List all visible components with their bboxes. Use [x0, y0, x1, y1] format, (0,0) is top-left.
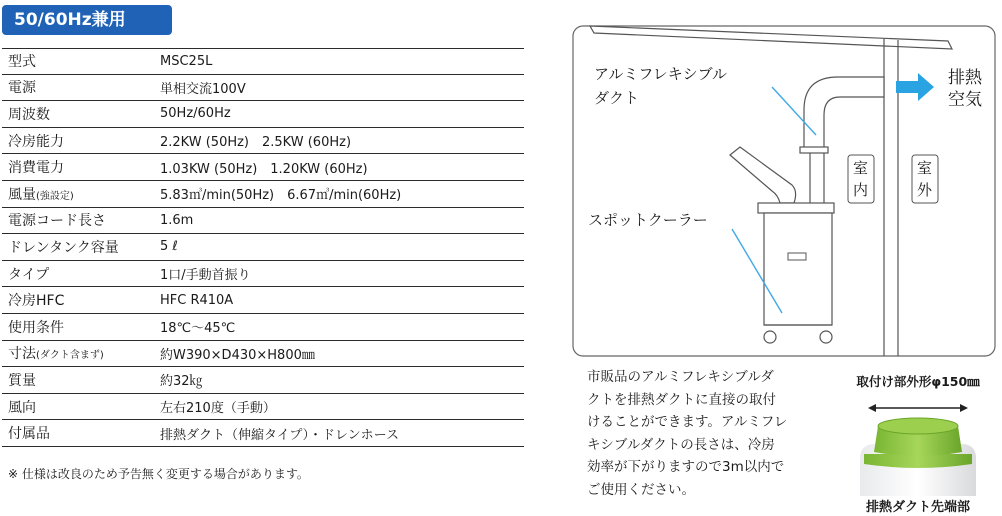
spec-label: タイプ	[8, 266, 50, 283]
frequency-badge: 50/60Hz兼用	[2, 5, 172, 35]
duct-diameter-label: 取付け部外形φ150㎜	[856, 374, 980, 389]
spec-label-note: (ダクト含まず)	[36, 350, 104, 362]
exhaust-label-line1: 排熱	[948, 68, 982, 88]
spec-value: 左右210度（手動）	[160, 401, 276, 417]
spec-label: 型式	[8, 54, 36, 71]
spec-value: 18℃～45℃	[160, 321, 236, 337]
spec-value: 50Hz/60Hz	[160, 106, 231, 122]
spec-row	[2, 48, 524, 75]
spec-value: 1.03KW (50Hz) 1.20KW (60Hz)	[160, 161, 368, 177]
spec-row	[2, 234, 524, 261]
duct-tip-photo	[838, 372, 998, 515]
spec-label: 消費電力	[8, 160, 64, 177]
duct-note	[587, 366, 822, 501]
spec-label-main: 寸法	[8, 346, 36, 363]
spec-label: 風向	[8, 399, 36, 416]
spec-row	[2, 314, 524, 341]
duct-label-line1: アルミフレキシブル	[594, 65, 728, 83]
note-line: 効率が下がりますので3m以内で	[587, 459, 785, 475]
cooler-top	[758, 203, 834, 213]
duct-collar	[864, 454, 972, 468]
spec-row	[2, 394, 524, 421]
spec-label	[2, 184, 160, 204]
installation-diagram	[572, 25, 996, 357]
spec-row	[2, 181, 524, 208]
duct-label-line2: ダクト	[594, 89, 640, 107]
spec-label-main: 風量	[8, 186, 36, 203]
spec-label: 冷房能力	[8, 133, 64, 150]
spec-value: 約W390×D430×H800㎜	[160, 347, 315, 363]
cooler-panel	[788, 253, 806, 260]
outdoor-label-char2: 外	[917, 181, 933, 199]
spec-value: HFC R410A	[160, 292, 234, 308]
spec-row	[2, 261, 524, 288]
spec-row	[2, 154, 524, 181]
spec-label	[2, 343, 160, 363]
spec-label: 質量	[8, 372, 36, 389]
spec-value: 1.6m	[160, 212, 194, 228]
spec-value: 5 ℓ	[160, 239, 178, 255]
spec-label: ドレンタンク容量	[8, 239, 119, 256]
indoor-label-char2: 内	[853, 181, 869, 199]
note-line: ご使用ください。	[587, 481, 695, 498]
outdoor-label-char1: 室	[917, 159, 933, 177]
spec-label: 冷房HFC	[8, 293, 65, 310]
note-line: 市販品のアルミフレキシブルダ	[587, 369, 774, 385]
spec-row	[2, 367, 524, 394]
dimension-arrow-right-icon	[960, 404, 968, 412]
spec-value: 1口/手動首振り	[160, 268, 251, 284]
note-line: けることができます。アルミフレ	[587, 414, 788, 430]
spec-table	[2, 48, 524, 447]
spec-row	[2, 75, 524, 102]
spec-value: 単相交流100V	[160, 81, 246, 97]
spec-value: 約32㎏	[160, 374, 203, 390]
spec-value: 排熱ダクト（伸縮タイプ）・ドレンホース	[160, 427, 400, 443]
spec-row	[2, 287, 524, 314]
spec-row	[2, 420, 524, 447]
spec-value: 5.83㎥/min(50Hz) 6.67㎥/min(60Hz)	[160, 188, 402, 204]
spec-label: 付属品	[8, 426, 50, 443]
wheel-right-icon	[820, 331, 832, 343]
spec-value: MSC25L	[160, 53, 213, 69]
duct-tip-illustration	[838, 372, 998, 496]
spec-label-note: (強設定)	[36, 190, 74, 202]
cooler-body	[764, 213, 832, 325]
spec-label: 電源コード長さ	[8, 213, 106, 230]
spec-label: 使用条件	[8, 319, 64, 336]
wheel-left-icon	[764, 331, 776, 343]
spec-footnote: ※ 仕様は改良のため予告無く変更する場合があります。	[8, 467, 309, 481]
spec-value: 2.2KW (50Hz) 2.5KW (60Hz)	[160, 135, 352, 151]
exhaust-label-line2: 空気	[948, 90, 982, 110]
spec-row	[2, 341, 524, 368]
spec-row	[2, 128, 524, 155]
spec-row	[2, 101, 524, 128]
note-line: キシブルダクトの長さは、冷房	[587, 436, 775, 453]
cooler-label: スポットクーラー	[588, 211, 708, 229]
indoor-label-char1: 室	[853, 159, 869, 177]
spec-label: 電源	[8, 80, 36, 97]
note-line: クトを排熱ダクトに直接の取付	[587, 391, 776, 408]
spec-label: 周波数	[8, 106, 50, 123]
dimension-arrow-left-icon	[868, 404, 876, 412]
duct-tip-caption: 排熱ダクト先端部	[865, 500, 970, 515]
duct-opening	[878, 418, 958, 434]
spec-row	[2, 208, 524, 235]
duct-band	[800, 147, 828, 153]
